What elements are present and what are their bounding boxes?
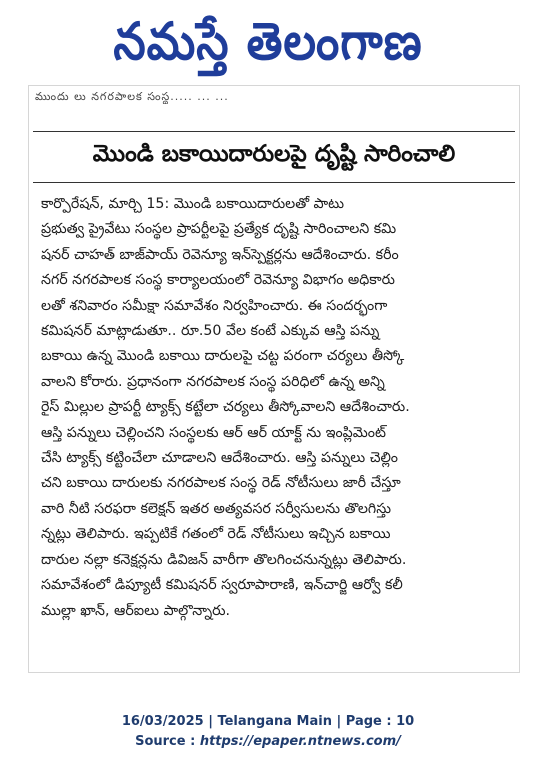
- article-line: ఆస్తి పన్నులు చెల్లించని సంస్థలకు ఆర్ ఆర్ యాక్ట్ ను ఇంప్లిమెంట్: [41, 424, 386, 441]
- newspaper-masthead: [0, 0, 536, 82]
- article-line: కార్పొరేషన్, మార్చి 15: మొండి బకాయిదారులతో పాటు: [41, 196, 345, 212]
- article-line: లతో శనివారం సమీక్షా సమావేశం నిర్వహించారు. ఈ సందర్భంగా: [41, 297, 388, 314]
- clipping-footer: [0, 712, 536, 752]
- article-line: వారి నీటి సరఫరా కలెక్షన్ ఇతర అత్యవసర సర్వీసులను తొలగిస్తు: [41, 500, 392, 517]
- headline-bottom-rule: [33, 182, 515, 183]
- source-line: [0, 732, 536, 752]
- article-line: న్నట్లు తెలిపారు. ఇప్పటికే గతంలో రెడ్ నోటీసులు ఇచ్చిన బకాయి: [41, 526, 391, 543]
- article-line: దారుల నల్లా కనెక్షన్లను డివిజన్ వారీగా తొలగించనున్నట్లు తెలిపారు.: [41, 551, 407, 568]
- article-line: నగర్ నగరపాలక సంస్థ కార్యాలయంలో రెవెన్యూ విభాగం అధికారు: [41, 272, 395, 289]
- headline-top-rule: [33, 131, 515, 132]
- article-body: [41, 192, 511, 624]
- source-label: Source :: [135, 734, 200, 749]
- previous-article-cut-line: ముందు లు నగరపాలక సంస్థ..... ... ...: [35, 90, 229, 103]
- article-clipping: [28, 85, 520, 673]
- article-headline: మొండి బకాయిదారులపై దృష్టి సారించాలి: [92, 141, 456, 167]
- article-line: వాలని కోరారు. ప్రధానంగా నగరపాలక సంస్థ పరిధిలో ఉన్న అన్ని: [41, 373, 385, 390]
- article-line: రైస్ మిల్లుల ప్రాపర్టీ ట్యాక్స్ కట్టేలా చర్యలు తీస్కోవాలని ఆదేశించారు.: [41, 399, 410, 416]
- article-line: చేసి ట్యాక్స్ కట్టించేలా చూడాలని ఆదేశించారు. ఆస్తి పన్నులు చెల్లిం: [41, 450, 398, 467]
- article-line: షనర్ చాహత్ బాజ్‌పాయ్ రెవెన్యూ ఇన్‌స్పెక్టర్లను ఆదేశించారు. కరీం: [41, 246, 399, 263]
- article-line: బకాయి ఉన్న మొండి బకాయి దారులపై చట్ట పరంగా చర్యలు తీస్కో: [41, 348, 405, 365]
- masthead-logo-text: నమస్తే తెలంగాణ: [113, 10, 423, 72]
- article-line: కమిషనర్ మాట్లాడుతూ.. రూ.50 వేల కంటే ఎక్కువ ఆస్తి పన్ను: [41, 323, 380, 340]
- article-line: సమావేశంలో డిప్యూటీ కమిషనర్ స్వరూపారాణి, ఇన్‌చార్జి ఆర్వో కలీ: [41, 577, 403, 594]
- article-line: ముల్లా ఖాన్, ఆర్ఐలు పాల్గొన్నారు.: [41, 602, 230, 619]
- source-link[interactable]: https://epaper.ntnews.com/: [199, 734, 401, 749]
- edition-info: 16/03/2025 | Telangana Main | Page : 10: [121, 714, 415, 729]
- article-line: ప్రభుత్వ ప్రైవేటు సంస్థల ప్రాపర్టీలపై ప్రత్యేక దృష్టి సారించాలని కమి: [41, 221, 397, 238]
- article-line: చని బకాయి దారులకు నగరపాలక సంస్థ రెడ్ నోటీసులు జారీ చేస్తూ: [41, 475, 401, 492]
